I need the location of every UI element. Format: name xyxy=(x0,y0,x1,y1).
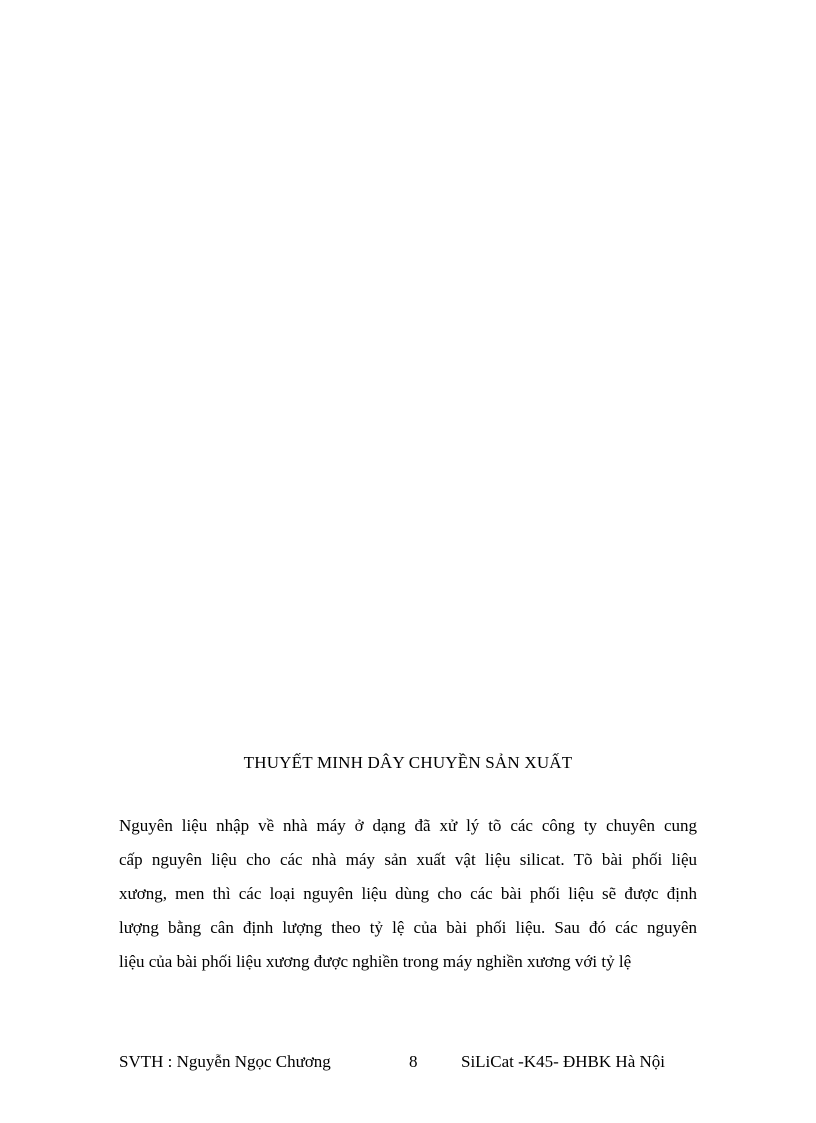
footer-institution: SiLiCat -K45- ĐHBK Hà Nội xyxy=(461,1052,665,1071)
paragraph-line: lượng bằng cân định lượng theo tỷ lệ của bài phối liệu. Sau đó các nguyên xyxy=(119,918,697,937)
paragraph-line: liệu của bài phối liệu xương được nghiền trong máy nghiền xương với tỷ lệ xyxy=(119,952,632,971)
page-footer xyxy=(119,1049,697,1075)
body-paragraph xyxy=(119,811,697,981)
paragraph-line: xương, men thì các loại nguyên liệu dùng cho các bài phối liệu sẽ được định xyxy=(119,884,697,903)
paragraph-line: cấp nguyên liệu cho các nhà máy sản xuất vật liệu silicat. Tõ bài phối liệu xyxy=(119,850,697,869)
paragraph-line: Nguyên liệu nhập về nhà máy ở dạng đã xử lý tõ các công ty chuyên cung xyxy=(119,816,697,835)
footer-author: SVTH : Nguyễn Ngọc Chương xyxy=(119,1052,331,1071)
footer-page-number: 8 xyxy=(409,1052,418,1071)
section-heading: THUYẾT MINH DÂY CHUYỀN SẢN XUẤT xyxy=(243,753,573,772)
